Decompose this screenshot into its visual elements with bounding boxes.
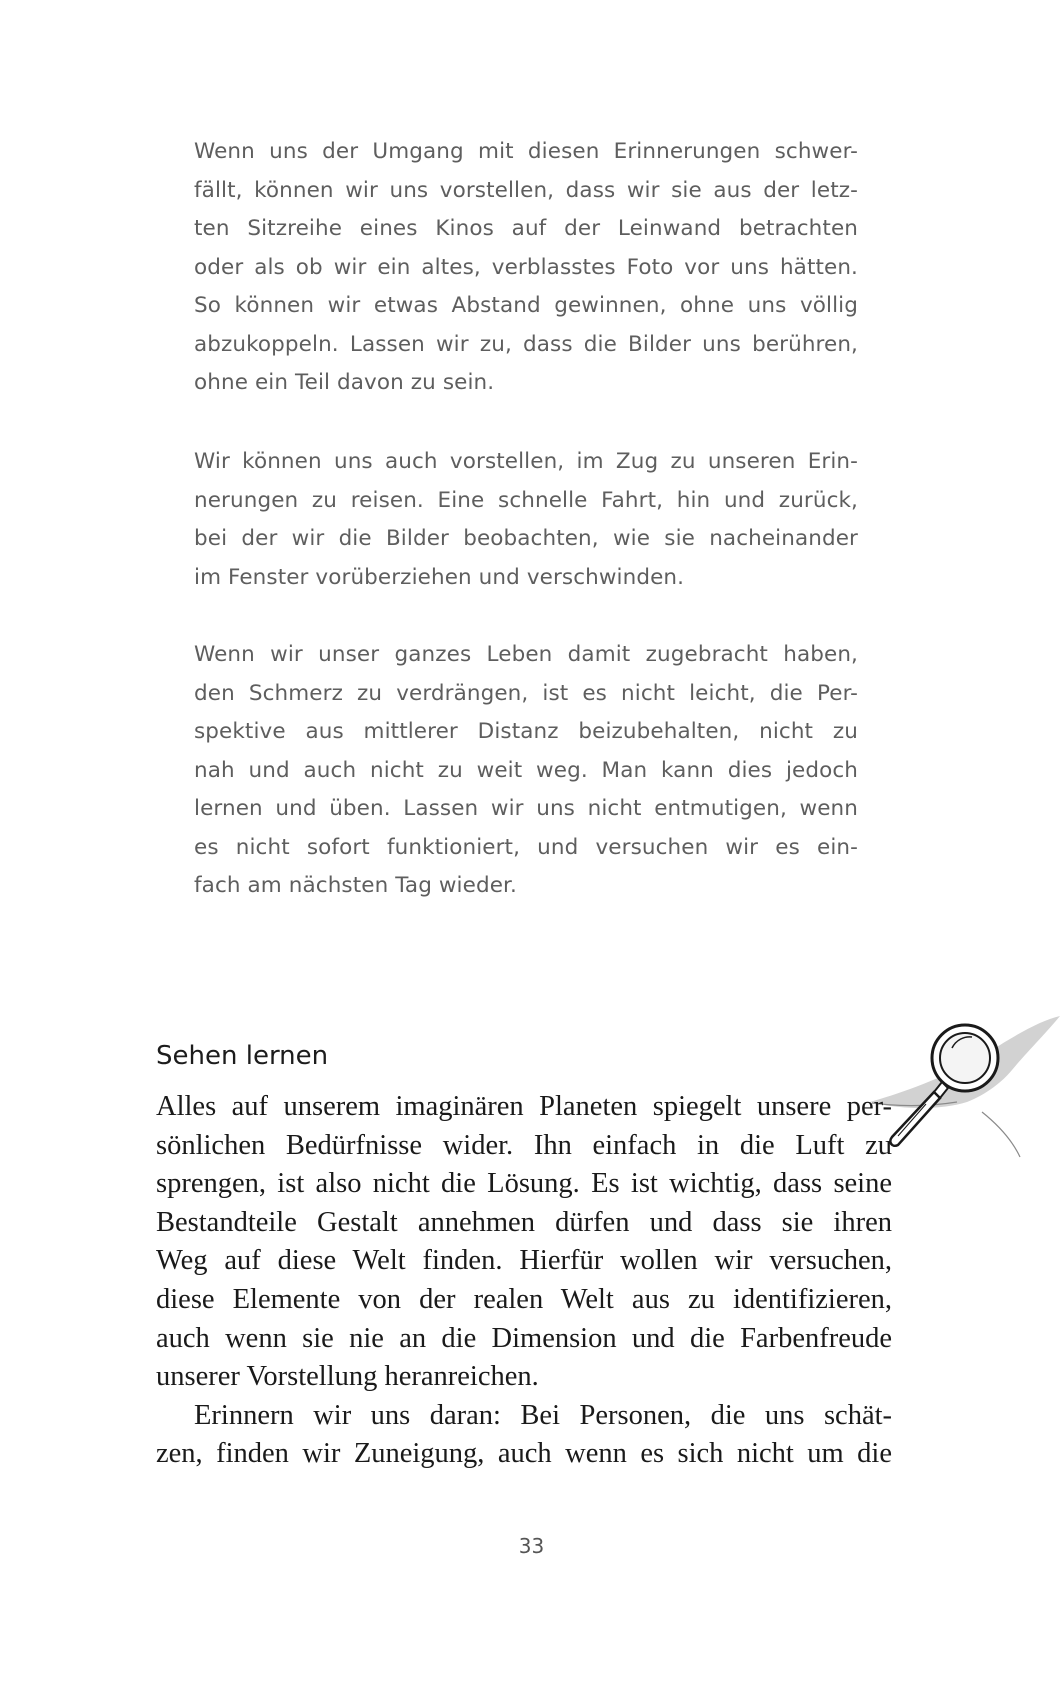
text-line: unserer Vorstellung heranreichen.: [156, 1361, 539, 1393]
text-line: ohne ein Teil davon zu sein.: [194, 370, 495, 395]
text-line: im Fenster vorüberziehen und verschwinden.: [194, 564, 685, 590]
text-line: spektive aus mittlerer Distanz beizubehalten, nicht zu: [194, 719, 858, 744]
text-line: oder als ob wir ein altes, verblasstes Foto vor uns hätten.: [194, 254, 858, 280]
text-line: nah und auch nicht zu weit weg. Man kann dies jedoch: [194, 757, 858, 783]
text-line: diese Elemente von der realen Welt aus zu identifizieren,: [156, 1283, 892, 1315]
text-line: Alles auf unserem imaginären Planeten spiegelt unsere per-: [156, 1091, 892, 1122]
text-line: Erinnern wir uns daran: Bei Personen, die uns schät-: [194, 1399, 892, 1431]
paragraph-1: [194, 133, 858, 403]
section-heading: Sehen lernen: [156, 1041, 329, 1071]
text-line: So können wir etwas Abstand gewinnen, ohne uns völlig: [194, 293, 858, 318]
text-line: ten Sitzreihe eines Kinos auf der Leinwand betrachten: [194, 216, 858, 241]
text-line: Bestandteile Gestalt annehmen dürfen und dass sie ihren: [156, 1206, 892, 1238]
text-line: abzukoppeln. Lassen wir zu, dass die Bilder uns berühren,: [194, 331, 858, 357]
text-line: Wir können uns auch vorstellen, im Zug zu unseren Erin-: [194, 449, 858, 474]
text-line: den Schmerz zu verdrängen, ist es nicht leicht, die Per-: [194, 680, 858, 706]
magnifying-glass-icon: [862, 1012, 1062, 1172]
text-line: es nicht sofort funktioniert, und versuchen wir es ein-: [194, 834, 858, 860]
text-line: lernen und üben. Lassen wir uns nicht entmutigen, wenn: [194, 796, 858, 821]
paragraph-2: [194, 443, 858, 597]
serif-body-text: [156, 1088, 892, 1474]
text-line: fällt, können wir uns vorstellen, dass wir sie aus der letz-: [194, 177, 858, 203]
text-line: sprengen, ist also nicht die Lösung. Es ist wichtig, dass seine: [156, 1168, 892, 1200]
text-line: Wenn wir unser ganzes Leben damit zugebracht haben,: [194, 642, 858, 667]
text-line: zen, finden wir Zuneigung, auch wenn es sich nicht um die: [156, 1438, 892, 1470]
text-line: Weg auf diese Welt finden. Hierfür wollen wir versuchen,: [156, 1245, 892, 1277]
text-line: auch wenn sie nie an die Dimension und die Farbenfreude: [156, 1322, 892, 1354]
text-line: sönlichen Bedürfnisse wider. Ihn einfach in die Luft zu: [156, 1129, 892, 1161]
text-line: Wenn uns der Umgang mit diesen Erinnerungen schwer-: [194, 139, 858, 164]
text-line: nerungen zu reisen. Eine schnelle Fahrt, hin und zurück,: [194, 487, 858, 513]
text-line: bei der wir die Bilder beobachten, wie sie nacheinander: [194, 526, 858, 551]
paragraph-3: [194, 636, 858, 906]
text-line: fach am nächsten Tag wieder.: [194, 873, 517, 898]
page-number: 33: [518, 1534, 545, 1558]
